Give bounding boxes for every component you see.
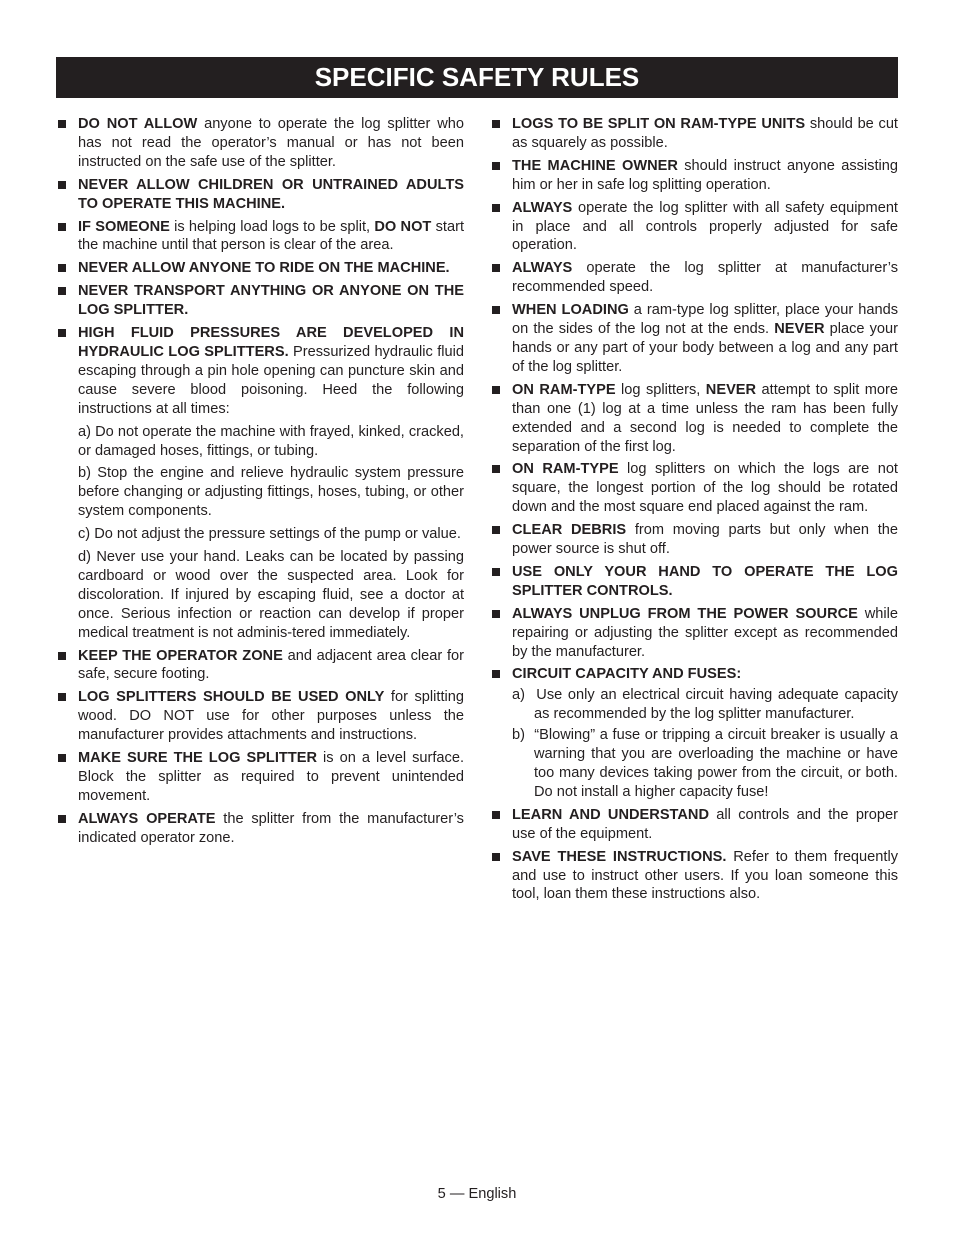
square-bullet-icon	[492, 386, 500, 394]
rule-emphasis: WHEN LOADING	[512, 302, 629, 319]
section-title-bar	[56, 57, 898, 98]
sub-instruction: b) Stop the engine and relieve hydraulic system pressure before changing or adjusting fittings, hoses, tubing, or other system components.	[78, 465, 464, 520]
square-bullet-icon	[492, 162, 500, 170]
safety-rule-item	[56, 282, 464, 320]
rule-body: a ram-type log splitter, place your hands on the sides of the log not at the ends.	[512, 302, 898, 338]
rule-emphasis: DO NOT	[374, 218, 432, 235]
rule-emphasis: CIRCUIT CAPACITY AND FUSES:	[512, 666, 742, 683]
rule-emphasis: LOGS TO BE SPLIT ON RAM-TYPE UNITS	[512, 116, 806, 132]
rule-body: operate the log splitter at manufacturer’s recommended speed.	[512, 260, 898, 296]
rule-text	[512, 806, 898, 844]
square-bullet-icon	[492, 465, 500, 473]
safety-rule-item	[490, 521, 898, 559]
rule-text	[512, 381, 898, 457]
sub-instruction: a) Do not operate the machine with frayed, kinked, cracked, or damaged hoses, fittings, or tubing.	[78, 423, 464, 459]
safety-rule-item	[490, 806, 898, 844]
square-bullet-icon	[58, 754, 66, 762]
rule-text	[512, 665, 898, 684]
rule-emphasis: THE MACHINE OWNER	[512, 157, 678, 174]
safety-rule-item	[490, 848, 898, 905]
square-bullet-icon	[492, 204, 500, 212]
sub-instruction: c) Do not adjust the pressure settings of the pump or value.	[78, 526, 461, 543]
safety-rule-item	[56, 810, 464, 848]
safety-rule-item	[490, 199, 898, 256]
rule-body: while repairing or adjusting the splitter except as recommended by the manufacturer.	[512, 605, 898, 660]
rule-emphasis: ALWAYS	[512, 260, 573, 277]
page-title: SPECIFIC SAFETY RULES	[314, 62, 640, 92]
rule-emphasis: ALWAYS UNPLUG FROM THE POWER SOURCE	[512, 605, 858, 622]
rule-text	[78, 647, 464, 685]
rule-emphasis: NEVER	[705, 381, 757, 398]
rule-body: place your hands or any part of your body between a log and any part of the log splitter.	[512, 321, 899, 375]
square-bullet-icon	[492, 306, 500, 314]
safety-rule-item	[56, 176, 464, 214]
rule-body: start the machine until that person is clear of the area.	[78, 218, 464, 254]
safety-rule-item	[490, 563, 898, 601]
square-bullet-icon	[492, 670, 500, 678]
rule-emphasis: MAKE SURE THE LOG SPLITTER	[78, 750, 318, 767]
rule-text	[78, 218, 464, 256]
square-bullet-icon	[492, 264, 500, 272]
rule-text	[512, 605, 898, 662]
safety-rule-item	[56, 115, 464, 172]
rule-emphasis: KEEP THE OPERATOR ZONE	[78, 647, 283, 664]
square-bullet-icon	[492, 610, 500, 618]
rule-text	[78, 282, 464, 320]
square-bullet-icon	[492, 120, 500, 128]
rule-text	[512, 199, 898, 256]
safety-rule-item	[56, 218, 464, 256]
right-column	[490, 115, 898, 908]
rule-text	[78, 810, 464, 848]
square-bullet-icon	[58, 652, 66, 660]
rule-emphasis: ON RAM-TYPE	[512, 381, 616, 398]
rule-body: is helping load logs to be split,	[169, 218, 375, 235]
rule-emphasis: NEVER TRANSPORT ANYTHING OR ANYONE ON THE LOG SPLITTER.	[78, 283, 464, 319]
safety-rule-item	[56, 688, 464, 745]
square-bullet-icon	[58, 223, 66, 231]
rule-body: the splitter from the manufacturer’s indicated operator zone.	[78, 810, 464, 846]
rule-emphasis: ON RAM-TYPE	[512, 461, 619, 478]
square-bullet-icon	[58, 264, 66, 272]
safety-rule-item	[490, 157, 898, 195]
rule-body: operate the log splitter with all safety equipment in place and all controls properly adjusted for safe operation.	[512, 199, 898, 254]
square-bullet-icon	[58, 287, 66, 295]
rule-emphasis: DO NOT ALLOW	[78, 116, 198, 132]
square-bullet-icon	[58, 329, 66, 337]
safety-rule-item	[490, 605, 898, 662]
square-bullet-icon	[58, 815, 66, 823]
rule-body: anyone to operate the log splitter who has not read the operator’s manual or has not been instructed on the safe use of the splitter.	[78, 116, 464, 170]
square-bullet-icon	[58, 181, 66, 189]
safety-rule-item	[490, 115, 898, 153]
rule-emphasis: NEVER ALLOW ANYONE TO RIDE ON THE MACHINE.	[78, 260, 450, 277]
rule-body: Refer to them frequently and use to instruct other users. If you loan someone this tool, loan them these instructions also.	[512, 848, 898, 903]
rule-emphasis: ALWAYS	[512, 199, 573, 216]
rule-text	[78, 176, 464, 214]
rule-emphasis: ALWAYS OPERATE	[78, 810, 216, 827]
rule-emphasis: LOG SPLITTERS SHOULD BE USED ONLY	[78, 689, 385, 706]
rule-text	[78, 259, 464, 278]
safety-rule-item	[56, 259, 464, 278]
sub-instruction: d) Never use your hand. Leaks can be located by passing cardboard or wood over the suspected area. Look for discoloration. If injured by escaping fluid, see a doctor at once. Serious infection or reaction can develop if proper medical treatment is not adminis-tered immediately.	[78, 549, 464, 641]
rule-emphasis: USE ONLY YOUR HAND TO OPERATE THE LOG SPLITTER CONTROLS.	[512, 563, 898, 599]
sub-instruction: a) Use only an electrical circuit having adequate capacity as recommended by the log splitter manufacturer.	[512, 687, 898, 723]
square-bullet-icon	[58, 120, 66, 128]
safety-rule-item	[490, 381, 898, 457]
safety-rule-item	[490, 460, 898, 517]
rule-emphasis: IF SOMEONE	[78, 218, 170, 235]
rule-text	[512, 460, 898, 517]
safety-rule-item	[490, 259, 898, 297]
rule-body: log splitters on which the logs are not square, the longest portion of the log should be rotated down and the most square end placed against the ram.	[512, 461, 898, 516]
rule-body: attempt to split more than one (1) log at a time unless the ram has been fully extended and a second log is needed to complete the separation of the first log.	[512, 381, 898, 455]
rule-text	[78, 324, 464, 419]
rule-text	[512, 521, 898, 559]
square-bullet-icon	[492, 811, 500, 819]
safety-rule-item	[490, 665, 898, 801]
rule-body: from moving parts but only when the power source is shut off.	[512, 522, 898, 558]
rule-text	[512, 157, 898, 195]
rule-emphasis: LEARN AND UNDERSTAND	[512, 806, 710, 823]
sub-instruction: b) “Blowing” a fuse or tripping a circuit breaker is usually a warning that you are overloading the machine or have too many devices taking power from the circuit, or both. Do not install a higher capacity fuse!	[512, 727, 898, 800]
safety-rule-item	[56, 324, 464, 643]
square-bullet-icon	[492, 568, 500, 576]
rule-body: Pressurized hydraulic fluid escaping through a pin hole opening can puncture skin and cause severe blood poisoning. Heed the following instructions at all times:	[78, 343, 464, 417]
rule-text	[512, 115, 898, 153]
rule-body: and adjacent area clear for safe, secure footing.	[78, 647, 464, 683]
rule-emphasis: HIGH FLUID PRESSURES ARE DEVELOPED IN HYDRAULIC LOG SPLITTERS.	[78, 325, 464, 360]
rule-emphasis: CLEAR DEBRIS	[512, 522, 627, 539]
rule-body: all controls and the proper use of the equipment.	[512, 806, 899, 842]
rule-body: for splitting wood. DO NOT use for other purposes unless the manufacturer provides attachments and instructions.	[78, 689, 464, 744]
rule-text	[78, 115, 464, 172]
square-bullet-icon	[492, 853, 500, 861]
rule-text	[512, 563, 898, 601]
rule-emphasis: SAVE THESE INSTRUCTIONS.	[512, 848, 727, 865]
rule-text	[78, 749, 464, 806]
rule-emphasis: NEVER ALLOW CHILDREN OR UNTRAINED ADULTS TO OPERATE THIS MACHINE.	[78, 176, 464, 212]
rule-text	[78, 688, 464, 745]
left-column	[56, 115, 464, 852]
safety-rule-item	[56, 749, 464, 806]
rule-body: log splitters,	[615, 381, 706, 398]
safety-rule-item	[490, 301, 898, 377]
rule-emphasis: NEVER	[774, 321, 825, 338]
rule-text	[512, 259, 898, 297]
rule-body: should be cut as squarely as possible.	[512, 116, 898, 151]
rule-body: is on a level surface. Block the splitter as required to prevent unintended movement.	[78, 750, 465, 804]
rule-body: should instruct anyone assisting him or her in safe log splitting operation.	[512, 157, 898, 193]
safety-rule-item	[56, 647, 464, 685]
square-bullet-icon	[492, 526, 500, 534]
page-footer: 5 — English	[437, 1186, 517, 1202]
rule-text	[512, 848, 898, 905]
square-bullet-icon	[58, 693, 66, 701]
rule-text	[512, 301, 898, 377]
